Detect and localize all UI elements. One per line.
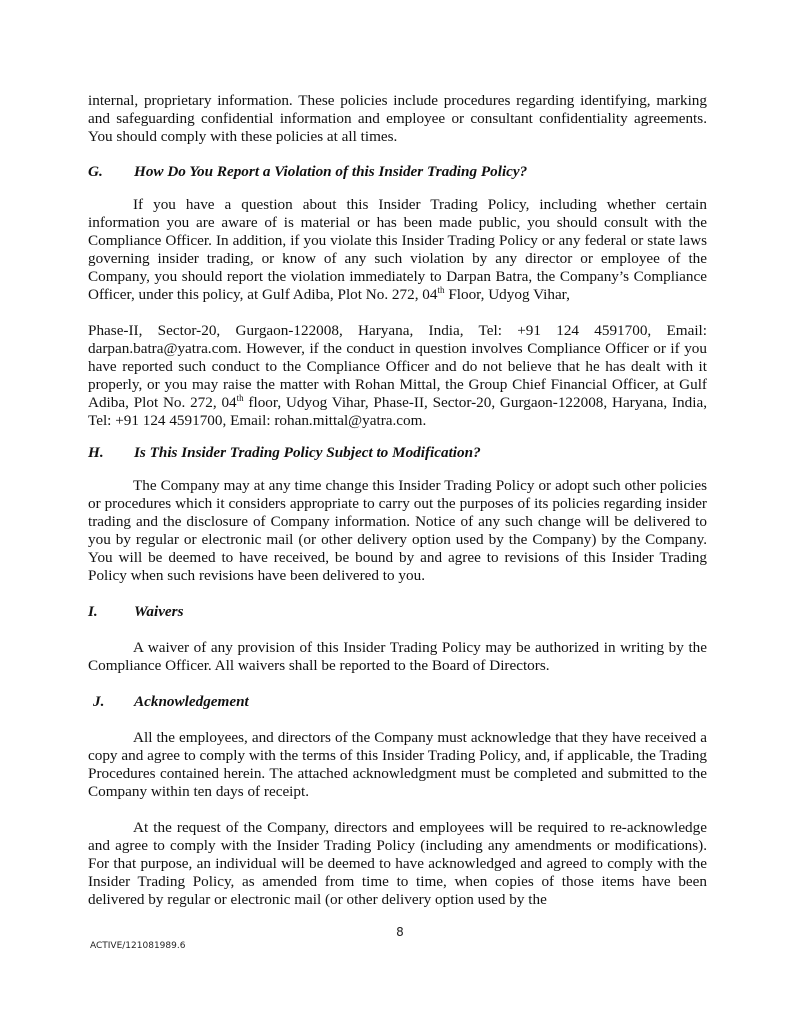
paragraph-waivers: A waiver of any provision of this Insider Trading Policy may be authorized in writing by the Compliance Officer. All waivers shall be reported to the Board of Directors. xyxy=(88,639,707,674)
section-title: Acknowledgement xyxy=(134,693,249,710)
section-letter: J. xyxy=(93,693,105,710)
section-heading-i xyxy=(88,603,707,621)
paragraph-text: Floor, Udyog Vihar, xyxy=(444,286,570,303)
superscript-text: th xyxy=(236,392,244,403)
paragraph-reacknowledgement: At the request of the Company, directors and employees will be required to re-acknowledge and agree to comply with the Insider Trading Policy (including any amendments or modifications). For that purpose, an individual will be deemed to have acknowledged and agreed to comply with the Insider Trading Policy, as amended from time to time, when copies of those items have been delivered by regular or electronic mail (or other delivery option used by the xyxy=(88,819,707,908)
section-title: Is This Insider Trading Policy Subject to Modification? xyxy=(134,444,481,461)
section-title: Waivers xyxy=(134,603,184,620)
paragraph-contact-details xyxy=(88,322,707,430)
superscript-text: th xyxy=(437,284,445,295)
document-id: ACTIVE/121081989.6 xyxy=(90,941,186,951)
paragraph-text: If you have a question about this Insider Trading Policy, including whether certain information you are aware of is material or has been made public, you should consult with the Compliance Officer. In addition, if you violate this Insider Trading Policy or any federal or state laws governing insider trading, or know of any such violation by any director or employee of the Company, you should report the violation immediately to Darpan Batra, the Company’s Compliance Officer, under this policy, at Gulf Adiba, Plot No. 272, 04 xyxy=(88,196,707,303)
paragraph-text: Phase-II, Sector-20, Gurgaon-122008, Haryana, India, Tel: +91 124 4591700, Email: darpan.batra@yatra.com. However, if the conduct in question involves Compliance Officer or if you have reported such conduct to the Compliance Officer and do not believe that he has dealt with it properly, or you may raise the matter with Rohan Mittal, the Group Chief Financial Officer, at Gulf Adiba, Plot No. 272, 04 xyxy=(88,322,707,411)
section-letter: G. xyxy=(88,163,103,180)
paragraph-modification: The Company may at any time change this Insider Trading Policy or adopt such other policies or procedures which it considers appropriate to carry out the purposes of its policies regarding insider trading and the disclosure of Company information. Notice of any such change will be delivered to you by regular or electronic mail (or other delivery option used by the Company) by the Company. You will be deemed to have received, be bound by and agree to revisions of this Insider Trading Policy when such revisions have been delivered to you. xyxy=(88,477,707,584)
paragraph-confidentiality: internal, proprietary information. These policies include procedures regarding identifying, marking and safeguarding confidential information and employee or consultant confidentiality agreements. You should comply with these policies at all times. xyxy=(88,92,707,145)
section-letter: H. xyxy=(88,444,104,461)
paragraph-report-violation xyxy=(88,196,707,304)
section-heading-h xyxy=(88,444,707,462)
page-number: 8 xyxy=(396,925,404,939)
paragraph-text: floor, Udyog Vihar, Phase-II, Sector-20, Gurgaon-122008, Haryana, India, Tel: +91 124 4591700, Email: rohan.mittal@yatra.com. xyxy=(88,394,707,429)
section-heading-j xyxy=(93,693,712,711)
paragraph-acknowledgement: All the employees, and directors of the Company must acknowledge that they have received a copy and agree to comply with the terms of this Insider Trading Policy, and, if applicable, the Trading Procedures contained herein. The attached acknowledgment must be completed and submitted to the Company within ten days of receipt. xyxy=(88,729,707,800)
section-letter: I. xyxy=(88,603,98,620)
section-heading-g xyxy=(88,163,707,181)
section-title: How Do You Report a Violation of this Insider Trading Policy? xyxy=(134,163,528,180)
